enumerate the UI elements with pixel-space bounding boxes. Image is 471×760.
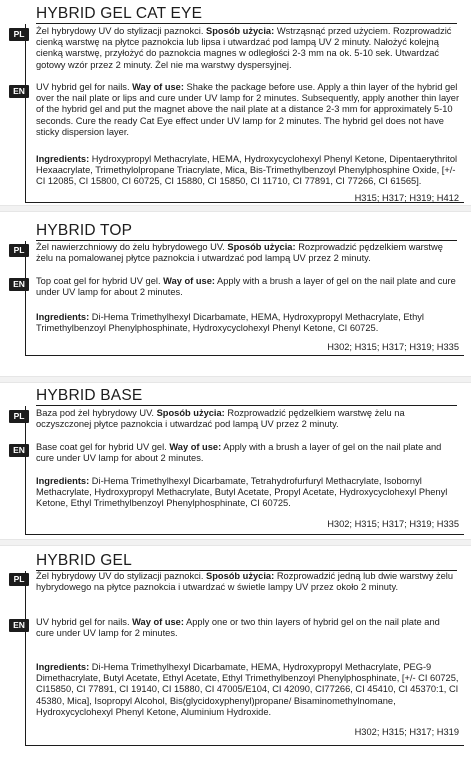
en-use-text: Apply one or two thin layers of hybrid gel on the nail plate and cure under UV lamp for 2 minutes.: [36, 617, 440, 639]
ingredients-label: Ingredients:: [36, 662, 90, 672]
pl-intro: Żel hybrydowy UV do stylizacji paznokci.: [36, 26, 204, 36]
hazard-codes: H302; H315; H317; H319; H335: [327, 342, 459, 352]
pl-use-label: Sposób użycia:: [206, 26, 275, 36]
pl-intro: Żel nawierzchniowy do żelu hybrydowego UV.: [36, 242, 225, 252]
en-intro: Top coat gel for hybrid UV gel.: [36, 276, 161, 286]
section-bracket: [25, 571, 464, 746]
en-use-label: Way of use:: [132, 617, 184, 627]
en-description: [36, 276, 460, 298]
lang-badge-pl: PL: [9, 244, 29, 257]
pl-description: [36, 408, 460, 430]
ingredients: [36, 662, 460, 718]
pl-use-text: Rozprowadzić jedną lub dwie warstwy żelu hybrydowego na płytce paznokcia i utwardzać w świetle lampy UV przez około 2 minuty.: [36, 571, 454, 593]
en-intro: UV hybrid gel for nails.: [36, 82, 130, 92]
ingredients-label: Ingredients:: [36, 476, 90, 486]
ingredients-list: Di-Hema Trimethylhexyl Dicarbamate, Tetrahydrofurfuryl Methacrylate, Isobornyl Methacrylate, Hydroxypropyl Methacrylate, Butyl Acetate, Propyl Acetate, Hydroxycyclohexyl Phenyl Ketone, Ethyl Trimethylbenzoyl Phenylphosphinate, CI 60725.: [36, 476, 448, 509]
pl-description: [36, 571, 460, 593]
ingredients-label: Ingredients:: [36, 312, 90, 322]
en-intro: UV hybrid gel for nails.: [36, 617, 130, 627]
pl-use-text: Wstrząsnąć przed użyciem. Rozprowadzić cienką warstwę na płytce paznokcia lub lipsa i utwardzać pod lampą UV 2 minuty. Nałożyć kolejną cienką warstwę, przyłożyć do paznokcia magnes w odległości 2-3 mm na ok. 5-10 sek. Utwardzać gotowy wzór przez 2 minuty. Żel nie ma warstwy dyspersyjnej.: [36, 26, 452, 70]
en-intro: Base coat gel for hybrid UV gel.: [36, 442, 167, 452]
product-section-gel: [0, 552, 471, 757]
en-use-text: Shake the package before use. Apply a thin layer of the hybrid gel over the nail plate or lips and cure under UV lamp for 2 minutes. Subsequently, apply another thin layer of the hybrid gel and put the magnet above the nail plate at a distance 2-3 mm for approximately 5-10 seconds. Cure the ready Cat Eye effect under UV lamp for 2 minutes. The hybrid gel does not have sticky dispersion layer.: [36, 82, 460, 137]
ingredients: [36, 154, 460, 188]
product-section-base: [0, 387, 471, 537]
en-description: [36, 442, 460, 464]
product-section-cat-eye: [0, 5, 471, 205]
pl-use-text: Rozprowadzić pędzelkiem warstwę żelu na pomalowanej płytce paznokcia i utwardzać pod lampą UV przez 2 minuty.: [36, 242, 443, 264]
product-title: HYBRID GEL CAT EYE: [36, 5, 203, 22]
lang-badge-en: EN: [9, 444, 29, 457]
lang-badge-pl: PL: [9, 410, 29, 423]
ingredients-label: Ingredients:: [36, 154, 90, 164]
en-use-label: Way of use:: [169, 442, 222, 452]
en-description: [36, 617, 460, 639]
pl-use-label: Sposób użycia:: [156, 408, 225, 418]
pl-description: [36, 26, 460, 71]
pl-use-label: Sposób użycia:: [227, 242, 296, 252]
ingredients: [36, 476, 460, 510]
ingredients-list: Di-Hema Trimethylhexyl Dicarbamate, HEMA, Hydroxypropyl Methacrylate, Ethyl Trimethylbenzoyl Phenylphosphinate, Hydroxycyclohexyl Phenyl Ketone, CI 60725.: [36, 312, 425, 334]
ingredients-list: Di-Hema Trimethylhexyl Dicarbamate, HEMA, Hydroxypropyl Methacrylate, PEG-9 Dimethacrylate, Butyl Acetate, Ethyl Acetate, Ethyl Trimethylbenzoyl Phenylphosphinate, [+/- CI 60725, CI15850, CI 77891, CI 19140, CI 15880, CI 47005/E104, CI 42090, CI77266, CI 45410, CI 45370:1, CI 45380, Mica], Isopropyl Alcohol, Bis(glycidoxyphenyl)propane/ Bisaminomethylnomane, Hydroxycyclohexyl Phenyl Ketone, Aluminium Hydroxide.: [36, 662, 459, 717]
lang-badge-en: EN: [9, 278, 29, 291]
pl-use-label: Sposób użycia:: [206, 571, 275, 581]
product-section-top: [0, 222, 471, 372]
ingredients-list: Hydroxypropyl Methacrylate, HEMA, Hydroxycyclohexyl Phenyl Ketone, Dipentaerythritol Hexaacrylate, Trimethylolpropane Triacrylate, Mica, Bis-Trimethylbenzoyl Phenylphosphine Oxide, [+/- CI 12085, CI 15800, CI 60725, CI 15880, CI 15850, CI 11710, CI 77891, CI 77266, CI 61565].: [36, 154, 458, 187]
pl-intro: Żel hybrydowy UV do stylizacji paznokci.: [36, 571, 204, 581]
section-divider: [0, 539, 471, 546]
lang-badge-pl: PL: [9, 28, 29, 41]
product-title: HYBRID TOP: [36, 222, 133, 239]
ingredients: [36, 312, 460, 334]
en-use-text: Apply with a brush a layer of gel on the nail plate and cure under UV lamp for about 2 minutes.: [36, 276, 456, 298]
hazard-codes: H315; H317; H319; H412: [354, 193, 459, 203]
en-use-label: Way of use:: [132, 82, 184, 92]
product-title: HYBRID BASE: [36, 387, 143, 404]
lang-badge-en: EN: [9, 85, 29, 98]
section-divider: [0, 376, 471, 383]
hazard-codes: H302; H315; H317; H319; H335: [327, 519, 459, 529]
lang-badge-en: EN: [9, 619, 29, 632]
en-description: [36, 82, 460, 138]
pl-use-text: Rozprowadzić pędzelkiem warstwę żelu na oczyszczonej płytce paznokcia i utwardzać pod lampą UV przez 2 minuty.: [36, 408, 405, 430]
lang-badge-pl: PL: [9, 573, 29, 586]
pl-description: [36, 242, 460, 264]
pl-intro: Baza pod żel hybrydowy UV.: [36, 408, 154, 418]
en-use-label: Way of use:: [163, 276, 215, 286]
hazard-codes: H302; H315; H317; H319: [354, 727, 459, 737]
section-divider: [0, 205, 471, 212]
product-title: HYBRID GEL: [36, 552, 132, 569]
en-use-text: Apply with a brush a layer of gel on the nail plate and cure under UV lamp for about 2 minutes.: [36, 442, 442, 464]
